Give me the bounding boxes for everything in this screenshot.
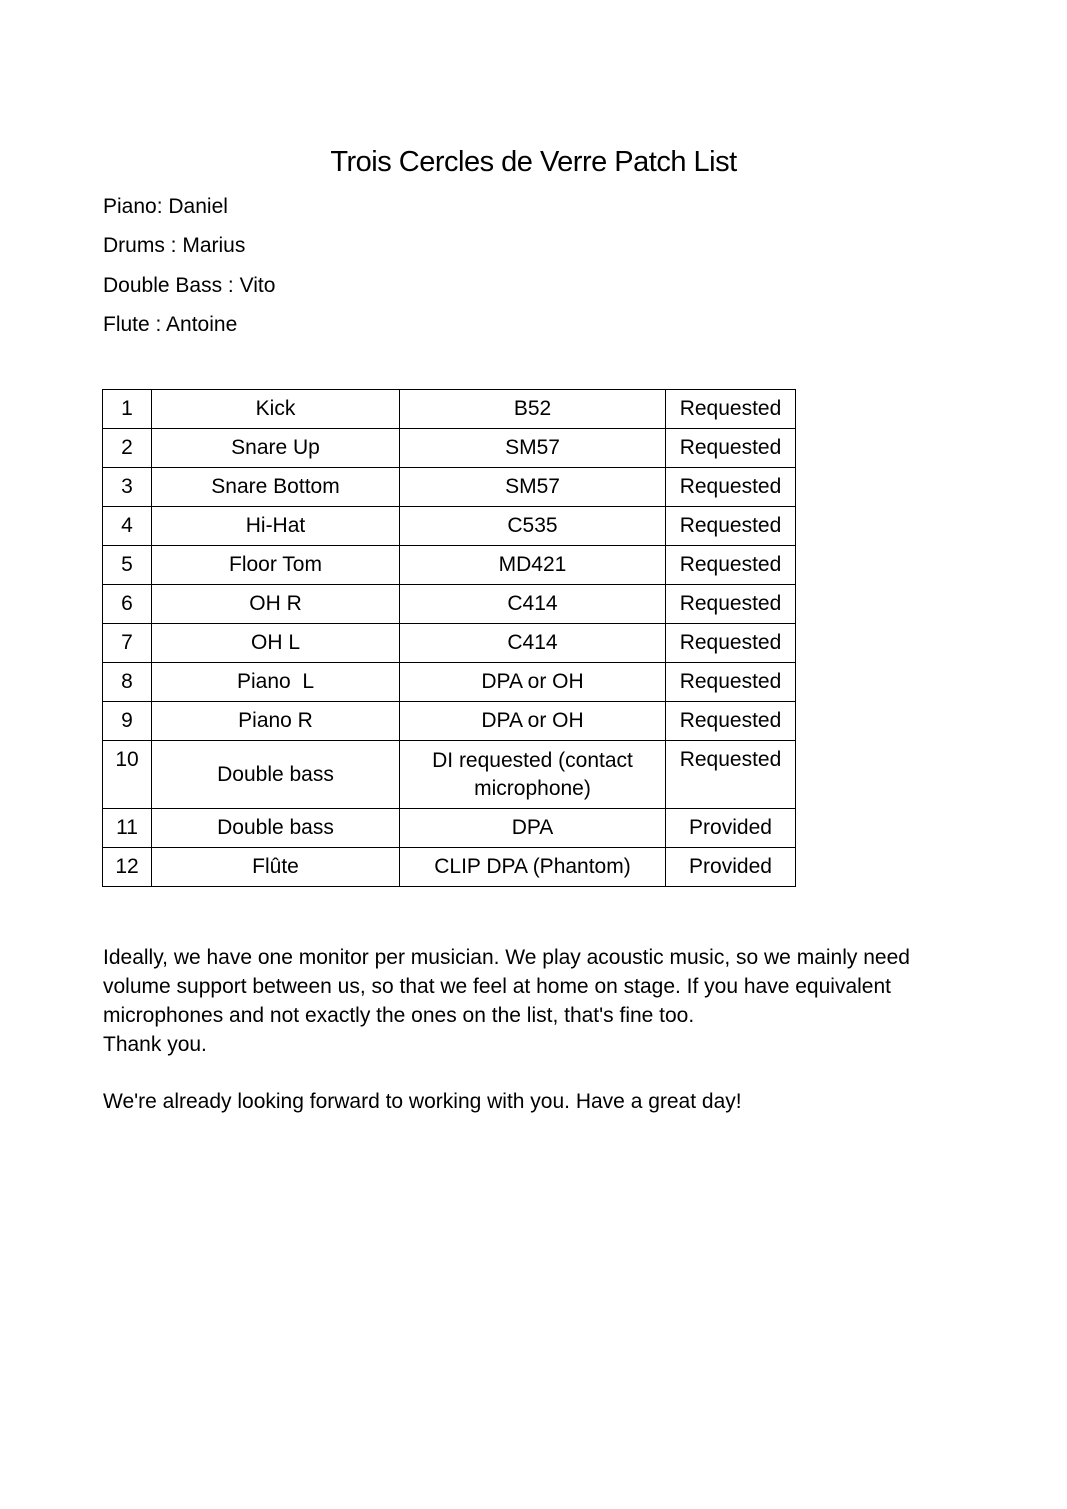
channel-number: 5: [103, 546, 152, 585]
table-row: [103, 468, 796, 507]
table-row: [103, 429, 796, 468]
status: Requested: [666, 429, 796, 468]
source-name: Snare Bottom: [152, 468, 400, 507]
channel-number: 12: [103, 848, 152, 887]
status: Provided: [666, 809, 796, 848]
table-row: [103, 663, 796, 702]
status: Requested: [666, 702, 796, 741]
microphone: C414: [400, 624, 666, 663]
table-row: [103, 741, 796, 809]
microphone: DPA or OH: [400, 702, 666, 741]
status: Requested: [666, 663, 796, 702]
status: Requested: [666, 507, 796, 546]
microphone: C535: [400, 507, 666, 546]
microphone: B52: [400, 390, 666, 429]
status: Provided: [666, 848, 796, 887]
microphone: SM57: [400, 429, 666, 468]
table-row: [103, 546, 796, 585]
musician-piano: Piano: Daniel: [103, 195, 228, 218]
source-name: OH R: [152, 585, 400, 624]
status: Requested: [666, 546, 796, 585]
source-name: Piano L: [152, 663, 400, 702]
microphone: C414: [400, 585, 666, 624]
table-row: [103, 702, 796, 741]
channel-number: 4: [103, 507, 152, 546]
notes-paragraph: [103, 943, 963, 1059]
source-name: OH L: [152, 624, 400, 663]
channel-number: 10: [103, 741, 152, 809]
source-name: Hi-Hat: [152, 507, 400, 546]
microphone: MD421: [400, 546, 666, 585]
source-name: Flûte: [152, 848, 400, 887]
musician-drums: Drums : Marius: [103, 234, 246, 257]
notes-line: microphones and not exactly the ones on the list, that's fine too.: [103, 1004, 695, 1027]
channel-number: 3: [103, 468, 152, 507]
source-name: Kick: [152, 390, 400, 429]
microphone: SM57: [400, 468, 666, 507]
table-row: [103, 848, 796, 887]
microphone: CLIP DPA (Phantom): [400, 848, 666, 887]
channel-number: 2: [103, 429, 152, 468]
microphone: [400, 741, 666, 809]
musician-double-bass: Double Bass : Vito: [103, 274, 276, 297]
document-title: Trois Cercles de Verre Patch List: [330, 146, 737, 178]
table-row: [103, 507, 796, 546]
microphone: DPA or OH: [400, 663, 666, 702]
notes-line: Ideally, we have one monitor per musician. We play acoustic music, so we mainly need: [103, 946, 910, 969]
microphone-line: microphone): [474, 776, 591, 800]
source-name: Double bass: [152, 809, 400, 848]
channel-number: 8: [103, 663, 152, 702]
status: Requested: [666, 585, 796, 624]
table-row: [103, 390, 796, 429]
microphone: DPA: [400, 809, 666, 848]
table-row: [103, 624, 796, 663]
musician-flute: Flute : Antoine: [103, 313, 238, 336]
source-name: Snare Up: [152, 429, 400, 468]
status: Requested: [666, 624, 796, 663]
table-row: [103, 585, 796, 624]
channel-number: 9: [103, 702, 152, 741]
channel-number: 1: [103, 390, 152, 429]
microphone-line: DI requested (contact: [432, 748, 633, 772]
closing-line: We're already looking forward to working with you. Have a great day!: [103, 1090, 742, 1113]
channel-number: 11: [103, 809, 152, 848]
patch-list-table: [102, 389, 796, 887]
thanks-line: Thank you.: [103, 1033, 207, 1056]
source-name: Floor Tom: [152, 546, 400, 585]
table-row: [103, 809, 796, 848]
status: Requested: [666, 468, 796, 507]
channel-number: 6: [103, 585, 152, 624]
channel-number: 7: [103, 624, 152, 663]
status: Requested: [666, 390, 796, 429]
source-name: Piano R: [152, 702, 400, 741]
source-name: Double bass: [152, 741, 400, 809]
status: Requested: [666, 741, 796, 809]
notes-line: volume support between us, so that we feel at home on stage. If you have equivalent: [103, 975, 891, 998]
